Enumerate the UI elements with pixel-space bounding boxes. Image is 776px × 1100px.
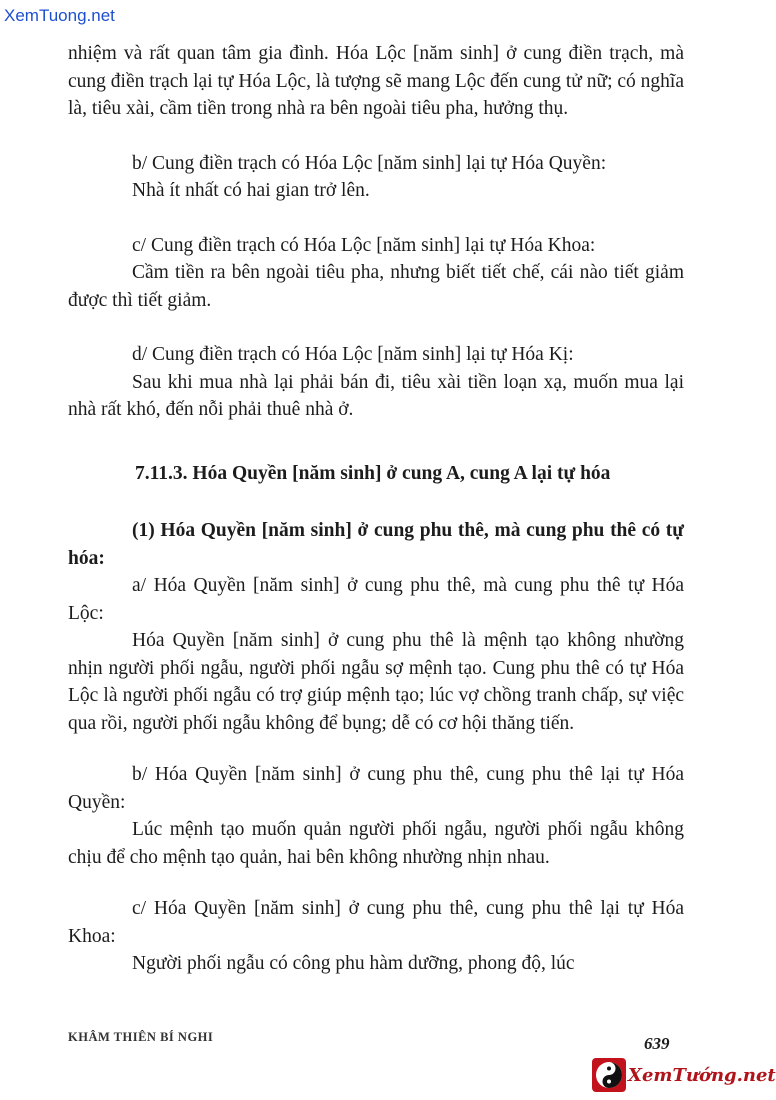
item-d-body: Sau khi mua nhà lại phải bán đi, tiêu xài tiền loạn xạ, muốn mua lại nhà rất khó, đến nỗi phải thuê nhà ở. [68, 371, 684, 420]
item-c2-body: Người phối ngẫu có công phu hàm dưỡng, phong độ, lúc [132, 953, 575, 974]
subheading: (1) Hóa Quyền [năm sinh] ở cung phu thê, mà cung phu thê có tự hóa: [68, 520, 684, 569]
yin-yang-icon [592, 1058, 626, 1092]
page-text-top [68, 40, 684, 424]
book-title-footer: KHÂM THIÊN BÍ NGHI [68, 1030, 214, 1044]
watermark-top: XemTuong.net [4, 6, 115, 25]
brand-watermark [592, 1058, 776, 1092]
section-heading: 7.11.3. Hóa Quyền [năm sinh] ở cung A, cung A lại tự hóa [135, 463, 611, 484]
item-a2-title: a/ Hóa Quyền [năm sinh] ở cung phu thê, mà cung phu thê tự Hóa Lộc: [68, 575, 684, 624]
item-d-title: d/ Cung điền trạch có Hóa Lộc [năm sinh] lại tự Hóa Kị: [132, 344, 574, 365]
item-b2-title: b/ Hóa Quyền [năm sinh] ở cung phu thê, cung phu thê lại tự Hóa Quyền: [68, 764, 684, 813]
page-text-bottom [68, 517, 684, 978]
intro-paragraph: nhiệm và rất quan tâm gia đình. Hóa Lộc [năm sinh] ở cung điền trạch, mà cung điền trạch lại tự Hóa Lộc, là tượng sẽ mang Lộc đến cung tử nữ; có nghĩa là, tiêu xài, cầm tiền trong nhà ra bên ngoài tiêu pha, hưởng thụ. [68, 43, 684, 119]
item-b-title: b/ Cung điền trạch có Hóa Lộc [năm sinh] lại tự Hóa Quyền: [132, 152, 607, 174]
brand-text: XemTướng.net [628, 1064, 776, 1086]
item-c-title: c/ Cung điền trạch có Hóa Lộc [năm sinh] lại tự Hóa Khoa: [132, 234, 596, 256]
item-b2-body: Lúc mệnh tạo muốn quản người phối ngẫu, người phối ngẫu không chịu để cho mệnh tạo quản, hai bên không nhường nhịn nhau. [68, 819, 684, 868]
item-c-body: Cầm tiền ra bên ngoài tiêu pha, nhưng biết tiết chế, cái nào tiết giảm được thì tiết giảm. [68, 262, 684, 311]
page-number: 639 [644, 1034, 670, 1053]
item-c2-title: c/ Hóa Quyền [năm sinh] ở cung phu thê, cung phu thê lại tự Hóa Khoa: [68, 898, 684, 947]
item-a2-body: Hóa Quyền [năm sinh] ở cung phu thê là mệnh tạo không nhường nhịn người phối ngẫu, người phối ngẫu sợ mệnh tạo. Cung phu thê có tự Hóa Lộc là người phối ngẫu có trợ giúp mệnh tạo; lúc vợ chồng tranh chấp, sự việc qua rồi, người phối ngẫu không để bụng; dễ có cơ hội thăng tiến. [68, 630, 684, 734]
item-b-body: Nhà ít nhất có hai gian trở lên. [132, 180, 370, 201]
